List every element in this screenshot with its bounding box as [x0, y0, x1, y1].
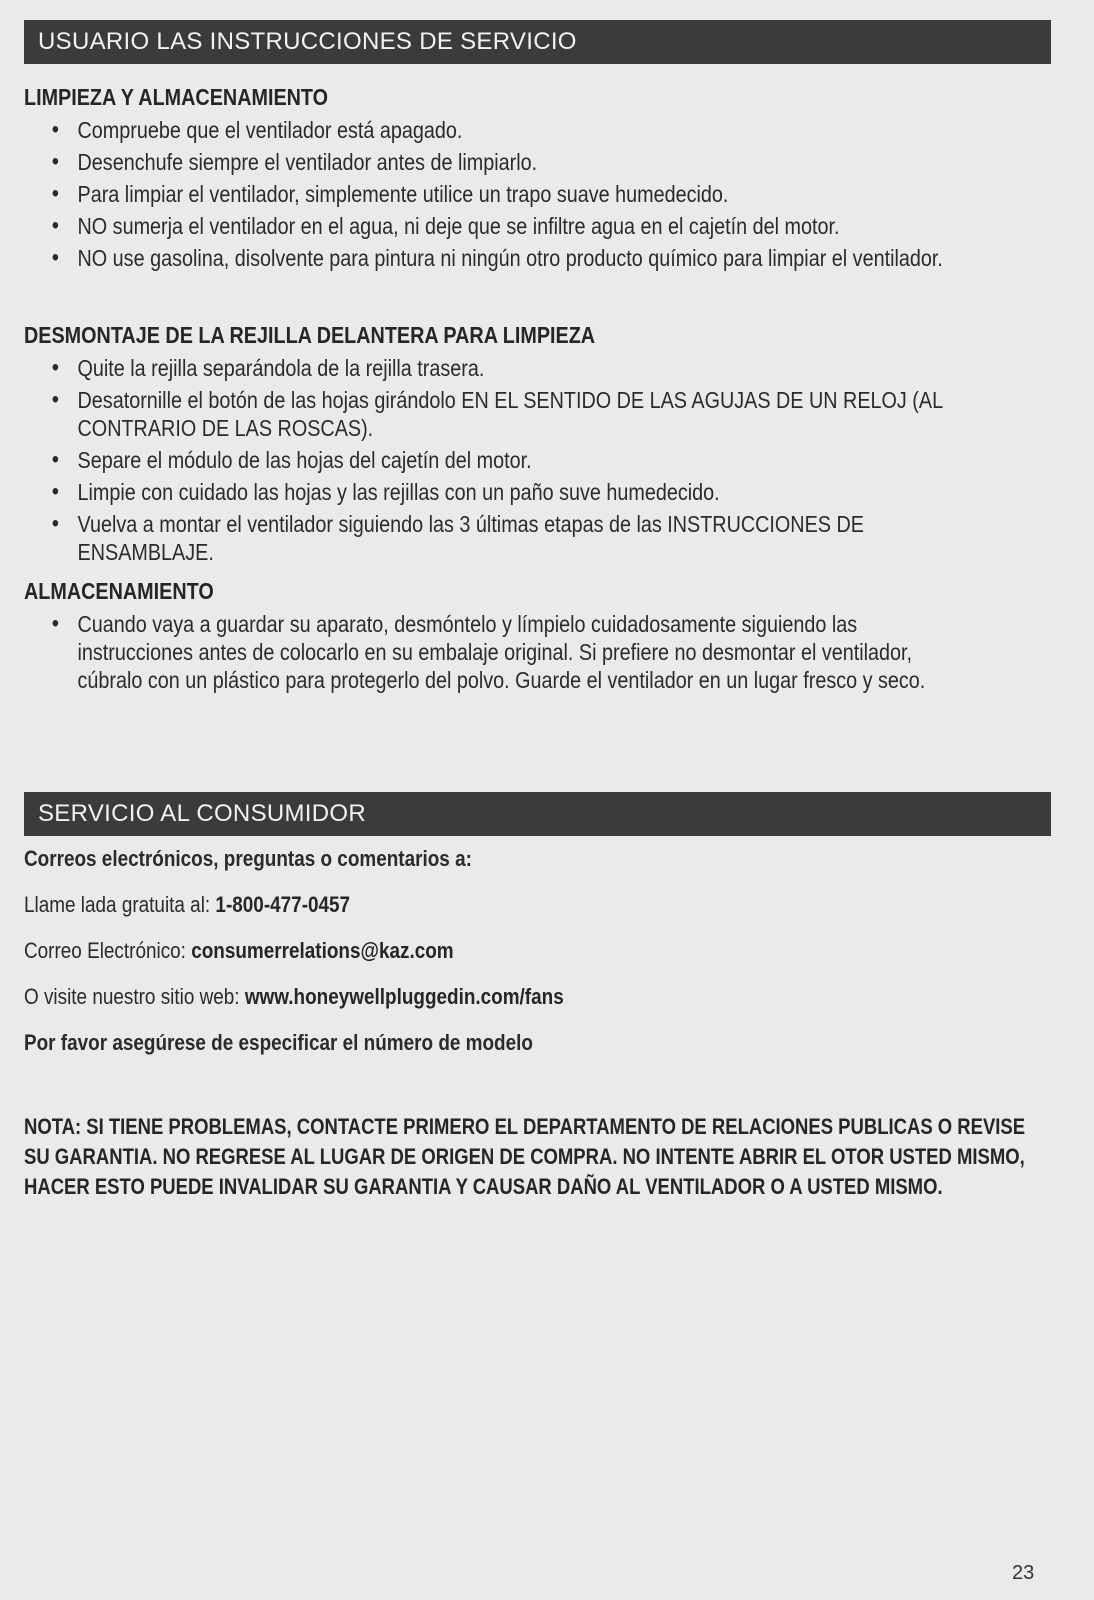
grille-list	[50, 354, 1039, 570]
storage-heading: ALMACENAMIENTO	[24, 578, 214, 604]
list-item: • NO sumerja el ventilador en el agua, ni deje que se infiltre agua en el cajetín del motor.	[50, 212, 1039, 240]
list-item: • Cuando vaya a guardar su aparato, desmóntelo y límpielo cuidadosamente siguiendo las instrucciones antes de colocarlo en su embalaje original. Si prefiere no desmontar el ventilador, cúbralo con un plástico para protegerlo del polvo. Guarde el ventilador en un lugar fresco y seco.	[50, 610, 946, 694]
storage-list	[50, 610, 1039, 698]
list-item: • NO use gasolina, disolvente para pintura ni ningún otro producto químico para limpiar el ventilador.	[50, 244, 989, 272]
model-note: Por favor asegúrese de especificar el número de modelo	[24, 1030, 533, 1055]
list-item: • Vuelva a montar el ventilador siguiendo las 3 últimas etapas de las INSTRUCCIONES DE ENSAMBLAJE.	[50, 510, 998, 566]
list-item: • Limpie con cuidado las hojas y las rejillas con un paño suve humedecido.	[50, 478, 1039, 506]
section-banner-instructions: USUARIO LAS INSTRUCCIONES DE SERVICIO	[24, 20, 1051, 64]
phone-line	[24, 892, 350, 918]
section-banner-consumer-service: SERVICIO AL CONSUMIDOR	[24, 792, 1051, 836]
warning-note: NOTA: SI TIENE PROBLEMAS, CONTACTE PRIMERO EL DEPARTAMENTO DE RELACIONES PUBLICAS O REVISE SU GARANTIA. NO REGRESE AL LUGAR DE ORIGEN DE COMPRA. NO INTENTE ABRIR EL OTOR USTED MISMO, HACER ESTO PUEDE INVALIDAR SU GARANTIA Y CAUSAR DAÑO AL VENTILADOR O A USTED MISMO.	[24, 1114, 1026, 1199]
list-item: • Desatornille el botón de las hojas girándolo EN EL SENTIDO DE LAS AGUJAS DE UN RELOJ (AL CONTRARIO DE LAS ROSCAS).	[50, 386, 1049, 442]
list-item: • Compruebe que el ventilador está apagado.	[50, 116, 1039, 144]
web-line	[24, 984, 564, 1010]
cleaning-heading: LIMPIEZA Y ALMACENAMIENTO	[24, 84, 329, 110]
page-number: 23	[1012, 1562, 1035, 1584]
list-item: • Desenchufe siempre el ventilador antes de limpiarlo.	[50, 148, 1039, 176]
email-address[interactable]: consumerrelations@kaz.com	[191, 938, 454, 963]
phone-number[interactable]: 1-800-477-0457	[215, 892, 351, 917]
list-item: • Separe el módulo de las hojas del cajetín del motor.	[50, 446, 1039, 474]
list-item: • Para limpiar el ventilador, simplemente utilice un trapo suave humedecido.	[50, 180, 1039, 208]
grille-heading: DESMONTAJE DE LA REJILLA DELANTERA PARA LIMPIEZA	[24, 322, 596, 348]
contact-heading: Correos electrónicos, preguntas o comentarios a:	[24, 846, 472, 871]
email-line	[24, 938, 454, 964]
list-item: • Quite la rejilla separándola de la rejilla trasera.	[50, 354, 1039, 382]
website-link[interactable]: www.honeywellpluggedin.com/fans	[244, 984, 564, 1009]
phone-label: Llame lada gratuita al:	[24, 892, 211, 917]
cleaning-list	[50, 116, 1039, 276]
email-label: Correo Electrónico:	[24, 938, 186, 963]
web-label: O visite nuestro sitio web:	[24, 984, 240, 1009]
